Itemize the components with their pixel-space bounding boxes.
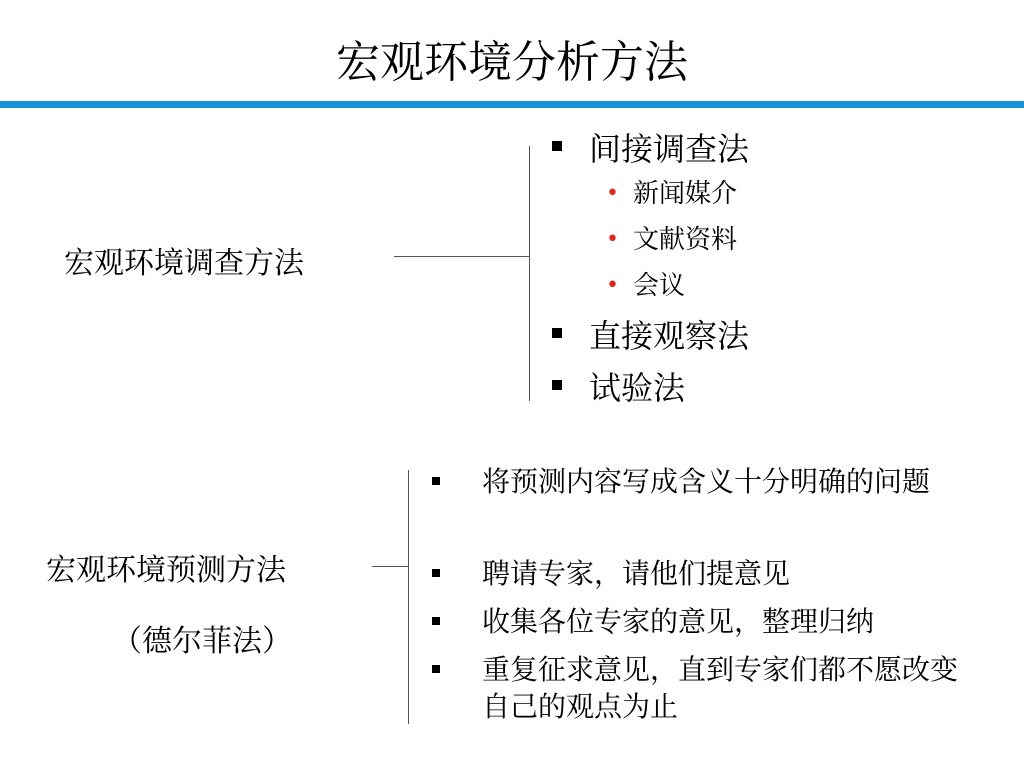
square-bullet-icon: [552, 141, 562, 151]
red-dot-bullet-icon: •: [606, 273, 619, 298]
survey-connector-horizontal: [394, 256, 530, 257]
square-bullet-icon: [552, 380, 562, 390]
square-bullet-icon: [432, 569, 440, 577]
red-dot-bullet-icon: •: [606, 181, 619, 206]
survey-methods-label: 宏观环境调查方法: [64, 246, 304, 281]
forecast-connector-vertical: [408, 470, 409, 724]
forecast-connector-horizontal: [372, 566, 409, 567]
forecast-step-2: 聘请专家，请他们提意见: [432, 555, 992, 592]
page-title: 宏观环境分析方法: [336, 37, 688, 88]
survey-connector-vertical: [529, 146, 530, 401]
forecast-step-1: 将预测内容写成含义十分明确的问题: [432, 463, 992, 537]
red-dot-bullet-icon: •: [606, 227, 619, 252]
square-bullet-icon: [432, 477, 440, 485]
forecast-methods-label: 宏观环境预测方法: [46, 553, 286, 588]
title-divider: [0, 101, 1024, 108]
square-bullet-icon: [432, 617, 440, 625]
forecast-step-3: 收集各位专家的意见，整理归纳: [432, 603, 992, 640]
delphi-method-label: （德尔菲法）: [112, 624, 292, 659]
square-bullet-icon: [432, 665, 440, 673]
forecast-step-4: 重复征求意见，直到专家们都不愿改变自己的观点为止: [432, 651, 992, 725]
square-bullet-icon: [552, 328, 562, 338]
